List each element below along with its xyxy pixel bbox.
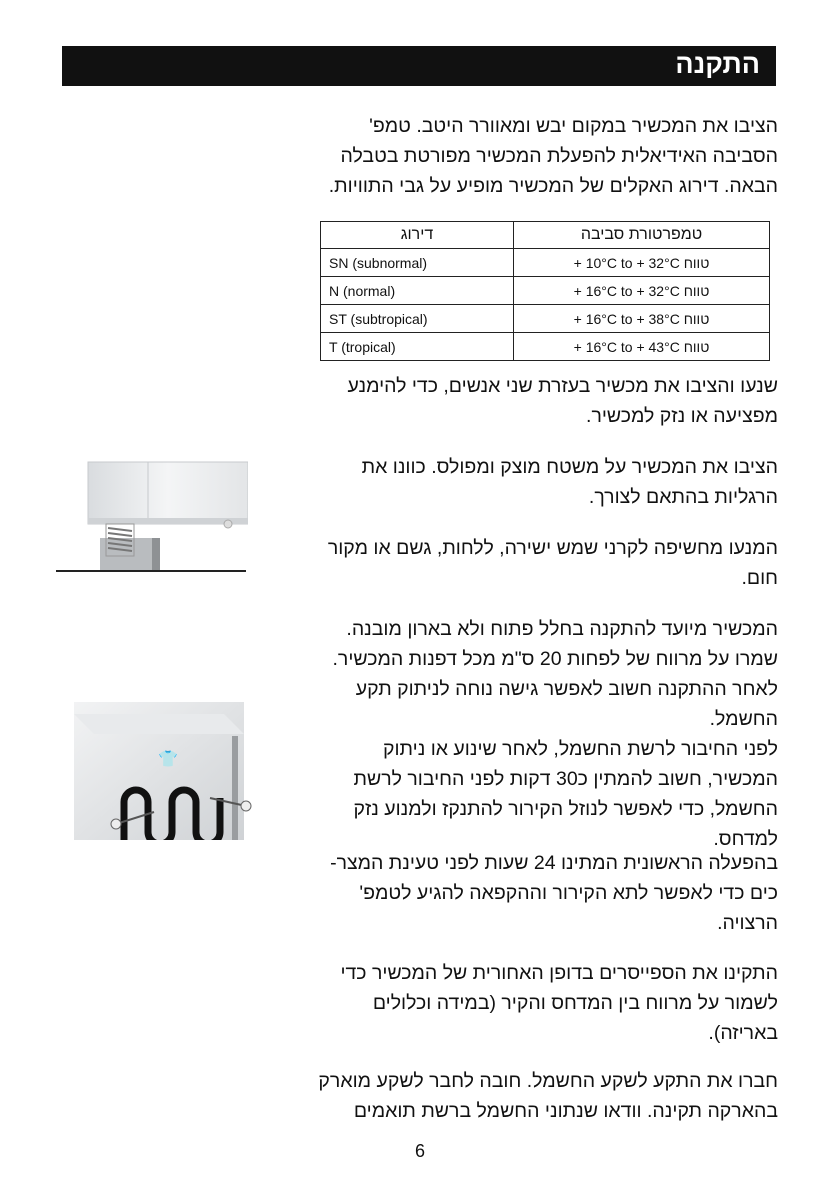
text-line: הציבו את המכשיר במקום יבש ומאוורר היטב. טמפ' bbox=[369, 115, 778, 137]
text-line: התקינו את הספייסרים בדופן האחורית של המכשיר כדי bbox=[340, 962, 778, 984]
table-row bbox=[321, 305, 770, 333]
table-header-row bbox=[321, 222, 770, 249]
intro-paragraph bbox=[329, 111, 778, 201]
text-line: המנעו מחשיפה לקרני שמש ישירה, ללחות, גשם או מקור bbox=[327, 537, 778, 559]
moving-paragraph bbox=[348, 371, 778, 431]
column-header-range: טמפרטורת סביבה bbox=[514, 222, 770, 249]
text-line: מפציעה או נזק למכשיר. bbox=[586, 405, 778, 427]
text-line: הבאה. דירוג האקלים של המכשיר מופיע על גבי התוויות. bbox=[328, 175, 778, 197]
climate-class-cell: ST (subtropical) bbox=[321, 305, 514, 333]
text-line: כים כדי לאפשר לתא הקירור וההקפאה להגיע לטמפ' bbox=[359, 882, 778, 904]
exposure-paragraph bbox=[328, 533, 778, 593]
text-line: חום. bbox=[741, 567, 778, 589]
temperature-range-cell: ‎+ 16°C to + 32°C טווח bbox=[514, 277, 770, 305]
leveling-paragraph bbox=[362, 452, 778, 512]
temperature-range-cell: ‎+ 16°C to + 43°C טווח bbox=[514, 333, 770, 361]
page-number: 6 bbox=[414, 1141, 425, 1161]
text-line: באריזה). bbox=[708, 1022, 778, 1044]
text-line: שמרו על מרווח של לפחות 20 ס"מ מכל דפנות המכשיר. bbox=[332, 648, 778, 670]
power-paragraph bbox=[318, 1066, 778, 1126]
table-row bbox=[321, 333, 770, 361]
text-line: המכשיר, חשוב להמתין כ30 דקות לפני החיבור לרשת bbox=[353, 768, 778, 790]
first-use-paragraph bbox=[330, 848, 778, 938]
climate-class-cell: SN (subnormal) bbox=[321, 249, 514, 277]
temperature-range-cell: ‎+ 10°C to + 32°C טווח bbox=[514, 249, 770, 277]
text-line: בהפעלה הראשונית המתינו 24 שעות לפני טעינת המצר- bbox=[330, 852, 778, 874]
svg-text:👕: 👕 bbox=[158, 749, 178, 768]
table-row bbox=[321, 277, 770, 305]
text-line: החשמל. bbox=[709, 708, 778, 730]
clearance-paragraph bbox=[333, 614, 778, 854]
column-header-class: דירוג bbox=[321, 222, 514, 249]
text-line: הסביבה האידיאלית להפעלת המכשיר מפורטת בטבלה bbox=[340, 145, 778, 167]
text-line: חברו את התקע לשקע החשמל. חובה לחבר לשקע מוארק bbox=[318, 1070, 778, 1092]
leveling-foot-illustration bbox=[56, 458, 248, 570]
climate-class-cell: T (tropical) bbox=[321, 333, 514, 361]
text-line: לפני החיבור לרשת החשמל, לאחר שינוע או ניתוק bbox=[382, 738, 778, 760]
illustration-divider bbox=[56, 570, 246, 572]
text-line: לשמור על מרווח בין המדחס והקיר (במידה וכלולים bbox=[372, 992, 778, 1014]
section-title: התקנה bbox=[675, 49, 760, 79]
text-line: לאחר ההתקנה חשוב לאפשר גישה נוחה לניתוק תקע bbox=[355, 678, 778, 700]
text-line: הציבו את המכשיר על משטח מוצק ומפולס. כוונו את bbox=[361, 456, 778, 478]
temperature-range-cell: ‎+ 16°C to + 38°C טווח bbox=[514, 305, 770, 333]
text-line: בהארקה תקינה. וודאו שנתוני החשמל ברשת תואמים bbox=[353, 1100, 778, 1122]
text-line: שנעו והציבו את מכשיר בעזרת שני אנשים, כדי להימנע bbox=[347, 375, 778, 397]
text-line: למדחס. bbox=[713, 828, 778, 850]
spacers-illustration bbox=[74, 702, 256, 840]
text-line: הרצויה. bbox=[717, 912, 778, 934]
table-row bbox=[321, 249, 770, 277]
text-line: הרגליות בהתאם לצורך. bbox=[588, 486, 778, 508]
climate-class-cell: N (normal) bbox=[321, 277, 514, 305]
text-line: המכשיר מיועד להתקנה בחלל פתוח ולא בארון מובנה. bbox=[346, 618, 778, 640]
text-line: החשמל, כדי לאפשר לנוזל הקירור להתנקז ולמנוע נזק bbox=[353, 798, 778, 820]
spacers-paragraph bbox=[340, 958, 778, 1048]
section-header bbox=[62, 46, 776, 86]
climate-class-table bbox=[320, 221, 770, 361]
